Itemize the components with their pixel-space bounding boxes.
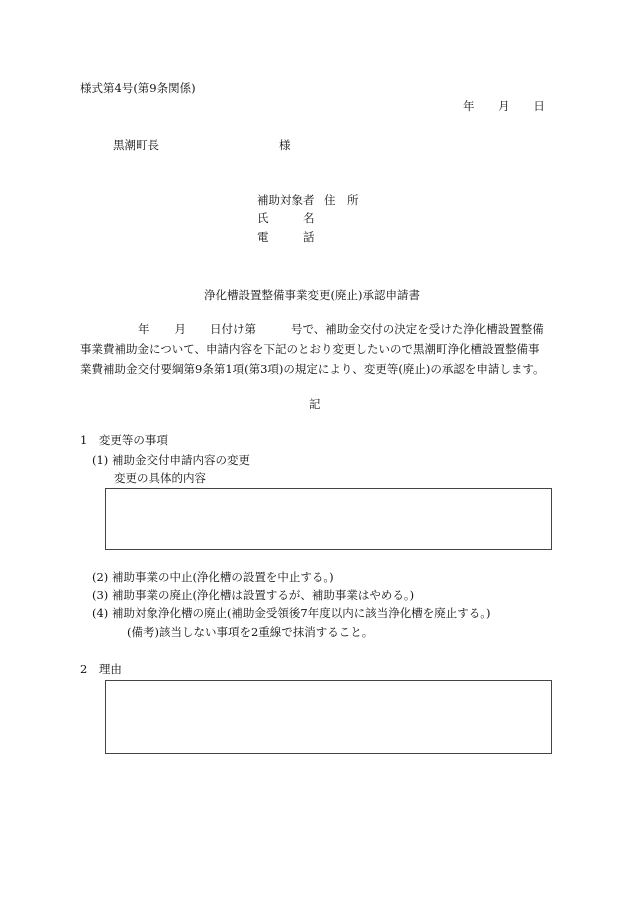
body-line-3: 業費補助金交付要綱第9条第1項(第3項)の規定により、変更等(廃止)の承認を申請します。 [80, 361, 545, 376]
section1-item1: (1) 補助金交付申請内容の変更 [92, 453, 250, 467]
body-blank-month: 月 [174, 322, 186, 336]
date-day: 日 [533, 99, 545, 113]
body-line-1 [80, 320, 555, 340]
change-details-box[interactable] [105, 488, 552, 550]
body-blank-year: 年 [138, 322, 150, 336]
body-paragraph [80, 320, 555, 379]
date-month: 月 [498, 99, 510, 113]
body-line-1-rest: 号で、補助金交付の決定を受けた浄化槽設置整備 [291, 322, 544, 336]
section1-item4: (4) 補助対象浄化槽の廃止(補助金受領後7年度以内に該当浄化槽を廃止する。) [92, 606, 491, 620]
addressee-honorific: 様 [279, 138, 291, 152]
section1-item1-sub: 変更の具体的内容 [114, 471, 206, 485]
document-title: 浄化槽設置整備事業変更(廃止)承認申請書 [204, 288, 420, 302]
form-number: 様式第4号(第9条関係) [80, 81, 196, 95]
applicant-name-label: 氏 名 [257, 211, 315, 225]
date-year: 年 [463, 99, 475, 113]
section2-heading: 2 理由 [80, 662, 122, 676]
body-blank-dated: 日付け第 [210, 322, 256, 336]
applicant-phone-label: 電 話 [257, 230, 315, 244]
addressee-name: 黒潮町長 [113, 138, 159, 152]
date-line [463, 100, 545, 114]
applicant-address-label: 住 所 [324, 193, 359, 207]
ki-marker: 記 [309, 397, 321, 411]
section1-item3: (3) 補助事業の廃止(浄化槽は設置するが、補助事業はやめる。) [92, 588, 415, 602]
section1-item2: (2) 補助事業の中止(浄化槽の設置を中止する。) [92, 570, 334, 584]
body-line-2: 事業費補助金について、申請内容を下記のとおり変更したいので黒潮町浄化槽設置整備事 [80, 341, 540, 356]
applicant-heading: 補助対象者 [257, 193, 315, 207]
section1-heading: 1 変更等の事項 [80, 433, 168, 447]
reason-box[interactable] [105, 680, 552, 754]
section1-note: (備考)該当しない事項を2重線で抹消すること。 [127, 625, 374, 639]
